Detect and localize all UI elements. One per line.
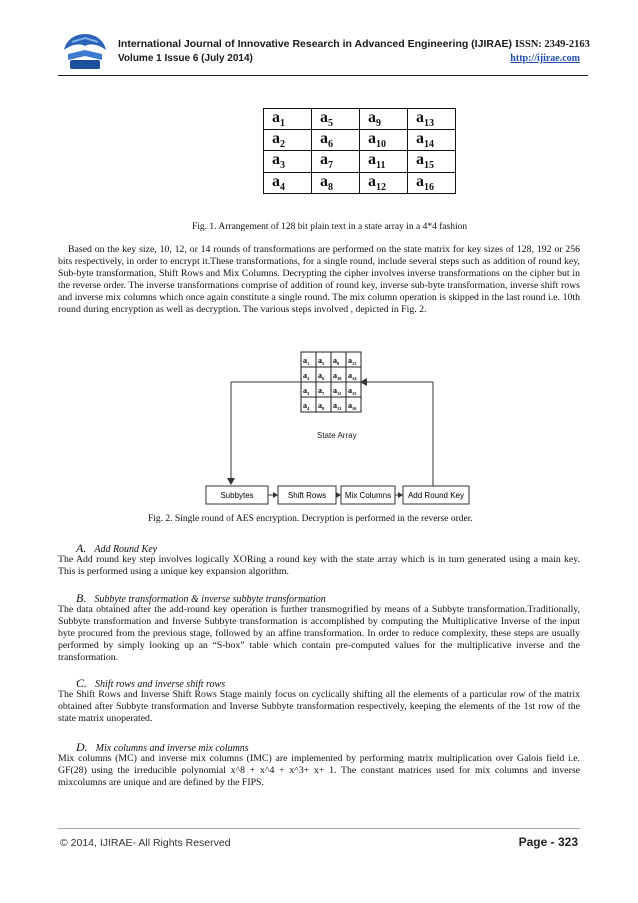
mini-state-cell-label: $a_8$ bbox=[318, 401, 325, 411]
mini-state-cell-label: $a_4$ bbox=[303, 401, 310, 411]
state-array-cell: $a_2$ bbox=[264, 130, 312, 151]
mini-state-cell-label: $a_{11}$ bbox=[333, 386, 342, 396]
mini-state-cell-label: $a_9$ bbox=[333, 356, 340, 366]
state-array-cell: $a_{14}$ bbox=[408, 130, 456, 151]
journal-title: International Journal of Innovative Research in Advanced Engineering (IJIRAE) bbox=[118, 38, 513, 50]
box-mix-columns bbox=[341, 486, 395, 504]
box-add-round-key bbox=[403, 486, 469, 504]
state-array-cell: $a_7$ bbox=[312, 151, 360, 172]
state-array-label: State Array bbox=[317, 431, 357, 440]
arrow-head-icon bbox=[227, 478, 235, 485]
logo-text: IJIRAE bbox=[75, 62, 95, 68]
section-c-heading: C. Shift rows and inverse shift rows bbox=[76, 676, 226, 690]
fig2-mini-state-array bbox=[301, 352, 361, 412]
box-subbytes-label: Subbytes bbox=[220, 491, 254, 500]
box-shift-rows bbox=[278, 486, 336, 504]
box-mix-columns-label: Mix Columns bbox=[344, 491, 392, 500]
fig1-caption: Fig. 1. Arrangement of 128 bit plain text in a state array in a 4*4 fashion bbox=[192, 222, 468, 232]
mini-state-cell-label: $a_{12}$ bbox=[333, 401, 342, 411]
state-array-row bbox=[264, 151, 456, 172]
section-b-body: The data obtained after the add-round key operation is further transmogrified by means of a Subbyte transformation.Traditionally, Subbyte transformation and Inverse Subbyte transformation is accomplished by computing the Multiplicative Inverse of the input byte procured from the previous stage, followed by an affine transformation. In order to reduce complexity, these steps are usually performed by simply looking up an “S-box” table which contain pre-computed values for the multiplicative inverse and the transformation. bbox=[58, 604, 580, 663]
state-array-cell: $a_9$ bbox=[360, 109, 408, 130]
state-array-row bbox=[264, 109, 456, 130]
state-array-cell: $a_{10}$ bbox=[360, 130, 408, 151]
mini-state-cell-label: $a_5$ bbox=[318, 356, 325, 366]
section-b-heading: B. Subbyte transformation & inverse subbyte transformation bbox=[76, 591, 326, 605]
box-subbytes bbox=[206, 486, 268, 504]
mini-state-cell-label: $a_6$ bbox=[318, 371, 325, 381]
arrow-head-icon bbox=[398, 492, 403, 498]
journal-title-line bbox=[118, 38, 590, 50]
footer-divider bbox=[58, 828, 580, 829]
state-array-row bbox=[264, 130, 456, 151]
journal-url-link[interactable]: http://ijirae.com bbox=[510, 53, 580, 64]
mini-state-cell-label: $a_{14}$ bbox=[348, 371, 357, 381]
state-array-cell: $a_{12}$ bbox=[360, 172, 408, 193]
arrow-head-icon bbox=[336, 492, 341, 498]
mini-state-cell-label: $a_2$ bbox=[303, 371, 310, 381]
footer-copyright: © 2014, IJIRAE- All Rights Reserved bbox=[60, 837, 231, 849]
fig2-aes-round-diagram bbox=[205, 348, 475, 506]
header-divider bbox=[58, 75, 588, 76]
state-array-cell: $a_5$ bbox=[312, 109, 360, 130]
mini-state-cell-label: $a_{16}$ bbox=[348, 401, 357, 411]
volume-issue: Volume 1 Issue 6 (July 2014) bbox=[118, 53, 253, 64]
fig1-state-array bbox=[263, 108, 456, 194]
journal-issn: ISSN: 2349-2163 bbox=[514, 39, 590, 50]
mini-state-cell-label: $a_{10}$ bbox=[333, 371, 342, 381]
state-array-cell: $a_{16}$ bbox=[408, 172, 456, 193]
footer-page-number: Page - 323 bbox=[518, 835, 578, 849]
section-a-heading: A. Add Round Key bbox=[76, 541, 158, 555]
section-d-body: Mix columns (MC) and inverse mix columns (IMC) are implemented by performing matrix multiplication over Galois field i.e. GF(28) using the irreducible polynomial x^8 + x^4 + x^3+ x+ 1. The constant matrices used for mix columns and inverse mixcolumns are unique and are defined by the FIPS. bbox=[58, 753, 580, 788]
mini-state-cell-label: $a_{15}$ bbox=[348, 386, 357, 396]
state-array-cell: $a_6$ bbox=[312, 130, 360, 151]
box-shift-rows-label: Shift Rows bbox=[287, 491, 327, 500]
mini-state-cell-label: $a_7$ bbox=[318, 386, 325, 396]
state-array-cell: $a_{15}$ bbox=[408, 151, 456, 172]
state-array-cell: $a_3$ bbox=[264, 151, 312, 172]
journal-header bbox=[58, 30, 588, 74]
section-d-heading: D. Mix columns and inverse mix columns bbox=[76, 740, 249, 754]
box-add-round-key-label: Add Round Key bbox=[407, 491, 465, 500]
fig2-caption: Fig. 2. Single round of AES encryption. Decryption is performed in the reverse order. bbox=[148, 514, 473, 524]
state-array-cell: $a_8$ bbox=[312, 172, 360, 193]
mini-state-cell-label: $a_{13}$ bbox=[348, 356, 357, 366]
arrow-head-icon bbox=[273, 492, 278, 498]
state-array-cell: $a_4$ bbox=[264, 172, 312, 193]
state-array-cell: $a_1$ bbox=[264, 109, 312, 130]
mini-state-cell-label: $a_1$ bbox=[303, 356, 310, 366]
state-array-cell: $a_{11}$ bbox=[360, 151, 408, 172]
section-c-body: The Shift Rows and Inverse Shift Rows Stage mainly focus on cyclically shifting all the elements of a particular row of the matrix obtained after Subbyte transformation and Inverse Subbyte transformation respectively, keeping the elements of the 1st row of the state matrix unoperated. bbox=[58, 689, 580, 724]
state-array-cell: $a_{13}$ bbox=[408, 109, 456, 130]
mini-state-cell-label: $a_3$ bbox=[303, 386, 310, 396]
section-a-body: The Add round key step involves logically XORing a round key with the state array which is in turn generated using a main key. This is performed using a unique key expansion algorithm. bbox=[58, 554, 580, 577]
intro-paragraph: Based on the key size, 10, 12, or 14 rounds of transformations are performed on the state matrix for key sizes of 128, 192 or 256 bits respectively, in order to encrypt it.These transformations, for a single round, include several steps such as addition of round key, Sub-byte transformation, Shift Rows and Mix Columns. Decrypting the cipher involves inverse transformations on the cipher but in the reverse order. The inverse transformations comprise of addition of round key, inverse sub-byte transformation, inverse shift rows and inverse mix columns which once again constitute a single round. The mix column operation is skipped in the last round i.e. 10th round during encryption as well as decryption. The various steps involved , depicted in Fig. 2. bbox=[58, 244, 580, 315]
state-array-row bbox=[264, 172, 456, 193]
